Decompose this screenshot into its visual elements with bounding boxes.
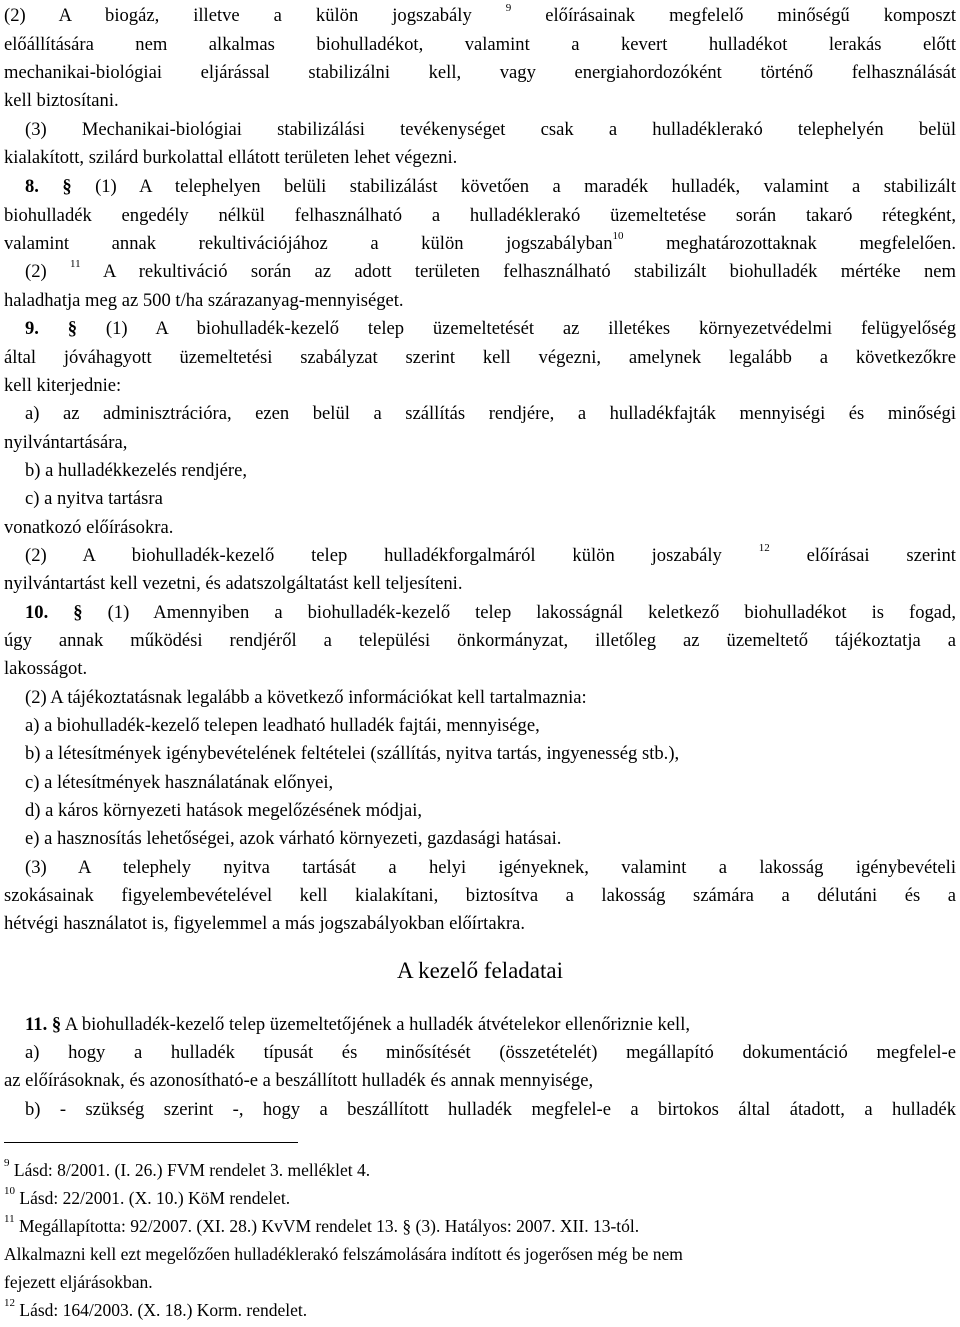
text: (1) A telephelyen belüli stabilizálást követően a maradék hulladék, valamint a stabilizált xyxy=(95,176,956,197)
section-sign: § xyxy=(62,176,72,197)
footnote-number: 12 xyxy=(4,1297,15,1310)
s11-item-a-line-2: az előírásoknak, és azonosítható-e a beszállított hulladék és annak mennyisége, xyxy=(4,1070,594,1091)
s9-line-1 xyxy=(25,317,956,341)
section-sign: § xyxy=(73,602,83,623)
text: (2) A biohulladék-kezelő telep hulladékforgalmáról külön joszabály xyxy=(25,545,722,566)
s10-item-d: d) a káros környezeti hatások megelőzésének módjai, xyxy=(25,800,423,821)
p7-line-4: kell biztosítani. xyxy=(4,90,119,111)
footnote-10 xyxy=(4,1186,956,1210)
footnote-number: 9 xyxy=(4,1157,10,1170)
s10-3-line-1: (3) A telephely nyitva tartását a helyi igényeknek, valamint a lakosság igénybevételi xyxy=(25,857,956,878)
p7-line-1 xyxy=(4,1,956,28)
text: (2) xyxy=(25,261,47,282)
section-sign: § xyxy=(67,318,78,339)
section-heading: A kezelő feladatai xyxy=(396,958,564,983)
footnote-text: Megállapította: 92/2007. (XI. 28.) KvVM rendelet 13. § (3). Hatályos: 2007. XII. 13-tól. xyxy=(18,1216,640,1236)
footnote-ref-9[interactable]: 9 xyxy=(505,1,512,14)
footnote-text: Lásd: 8/2001. (I. 26.) FVM rendelet 3. melléklet 4. xyxy=(13,1160,371,1180)
s9-2-line-2: nyilvántartást kell vezetni, és adatszolgáltatást kell teljesíteni. xyxy=(4,573,463,594)
s9-item-b: b) a hulladékkezelés rendjére, xyxy=(25,460,247,481)
footnote-9 xyxy=(4,1158,956,1182)
section-number: 11. xyxy=(25,1014,48,1035)
text: A biohulladék-kezelő telep üzemeltetőjének a hulladék átvételekor ellenőriznie kell, xyxy=(64,1014,691,1035)
footnote-12 xyxy=(4,1298,956,1322)
text: meghatározottaknak megfelelően. xyxy=(666,233,956,254)
footnote-ref-11[interactable]: 11 xyxy=(70,257,81,270)
s8-2-line-2: haladhatja meg az 500 t/ha szárazanyag-mennyiséget. xyxy=(4,290,404,311)
s9-item-a-line-2: nyilvántartására, xyxy=(4,432,128,453)
section-number: 8. xyxy=(25,176,39,197)
footnote-text: Lásd: 22/2001. (X. 10.) KöM rendelet. xyxy=(19,1188,291,1208)
s8-line-2: biohulladék engedély nélkül felhasználható a hulladéklerakó üzemeltetése során takaró rétegként, xyxy=(4,205,956,226)
s10-item-b: b) a létesítmények igénybevételének feltételei (szállítás, nyitva tartás, ingyenesség stb.), xyxy=(25,743,680,764)
text: valamint annak rekultivációjához a külön jogszabályban xyxy=(4,233,613,254)
text: (1) Amennyiben a biohulladék-kezelő telep lakosságnál keletkező biohulladékot is fogad, xyxy=(107,602,956,623)
s9-closing: vonatkozó előírásokra. xyxy=(4,517,174,538)
s9-line-3: kell kiterjednie: xyxy=(4,375,122,396)
s10-3-line-3: hétvégi használatot is, figyelemmel a más jogszabályokban előírtakra. xyxy=(4,913,525,934)
footnote-text: Lásd: 164/2003. (X. 18.) Korm. rendelet. xyxy=(19,1300,308,1320)
footnote-number: 10 xyxy=(4,1185,15,1198)
s9-line-2: által jóváhagyott üzemeltetési szabályzat szerint kell végezni, amelynek legalább a következőkre xyxy=(4,347,956,368)
s11-line-1 xyxy=(25,1013,956,1037)
footnote-ref-10[interactable]: 10 xyxy=(612,229,624,242)
p7-3-line-2: kialakított, szilárd burkolattal ellátott területen lehet végezni. xyxy=(4,147,458,168)
s8-2-line-1 xyxy=(25,257,956,284)
p7-3-line-1: (3) Mechanikai-biológiai stabilizálási tevékenységet csak a hulladéklerakó telephelyén belül xyxy=(25,119,956,140)
section-sign: § xyxy=(51,1014,62,1035)
p7-line-2: előállítására nem alkalmas biohulladékot, valamint a kevert hulladékot lerakás előtt xyxy=(4,34,956,55)
s10-line-3: lakosságot. xyxy=(4,658,88,679)
s10-item-e: e) a hasznosítás lehetőségei, azok várható környezeti, gazdasági hatásai. xyxy=(25,828,562,849)
section-number: 9. xyxy=(25,318,39,339)
text: A rekultiváció során az adott területen felhasználható stabilizált biohulladék mértéke nem xyxy=(102,261,956,282)
s10-line-2: úgy annak működési rendjéről a települési önkormányzat, illetőleg az üzemeltető tájékoztatja a xyxy=(4,630,956,651)
s10-2-intro: (2) A tájékoztatásnak legalább a következő információkat kell tartalmaznia: xyxy=(25,687,587,708)
text: előírásai szerint xyxy=(806,545,956,566)
footnote-ref-12[interactable]: 12 xyxy=(758,541,770,554)
s10-3-line-2: szokásainak figyelembevételével kell kialakítani, biztosítva a lakosság számára a délutáni és a xyxy=(4,885,956,906)
footnote-number: 11 xyxy=(4,1213,15,1226)
text: (2) A biogáz, illetve a külön jogszabály xyxy=(4,5,472,26)
footnote-11 xyxy=(4,1214,956,1238)
s10-item-c: c) a létesítmények használatának előnyei, xyxy=(25,772,334,793)
s9-item-a-line-1: a) az adminisztrációra, ezen belül a szállítás rendjére, a hulladékfajták mennyiségi és minőségi xyxy=(25,403,956,424)
section-number: 10. xyxy=(25,602,49,623)
p7-line-3: mechanikai-biológiai eljárással stabilizálni kell, vagy energiahordozóként történő felhasználását xyxy=(4,62,956,83)
s11-item-b-line-1: b) - szükség szerint -, hogy a beszállított hulladék megfelel-e a birtokos által átadott, a hulladék xyxy=(25,1099,956,1120)
footnote-11-line-2: Alkalmazni kell ezt megelőzően hulladéklerakó felszámolására indított és jogerősen még be nem xyxy=(4,1244,683,1264)
s8-line-3 xyxy=(4,229,956,256)
text: előírásainak megfelelő minőségű komposzt xyxy=(545,5,956,26)
s10-item-a: a) a biohulladék-kezelő telepen leadható hulladék fajtái, mennyisége, xyxy=(25,715,540,736)
footnote-11-line-3: fejezett eljárásokban. xyxy=(4,1272,153,1292)
footnote-divider xyxy=(4,1142,298,1143)
text: (1) A biohulladék-kezelő telep üzemeltetését az illetékes környezetvédelmi felügyelőség xyxy=(105,318,956,339)
s8-line-1 xyxy=(25,175,956,199)
s10-line-1 xyxy=(25,601,956,625)
s9-2-line-1 xyxy=(25,541,956,568)
s11-item-a-line-1: a) hogy a hulladék típusát és minősítését (összetételét) megállapító dokumentáció megfelel-e xyxy=(25,1042,956,1063)
s9-item-c: c) a nyitva tartásra xyxy=(25,488,163,509)
